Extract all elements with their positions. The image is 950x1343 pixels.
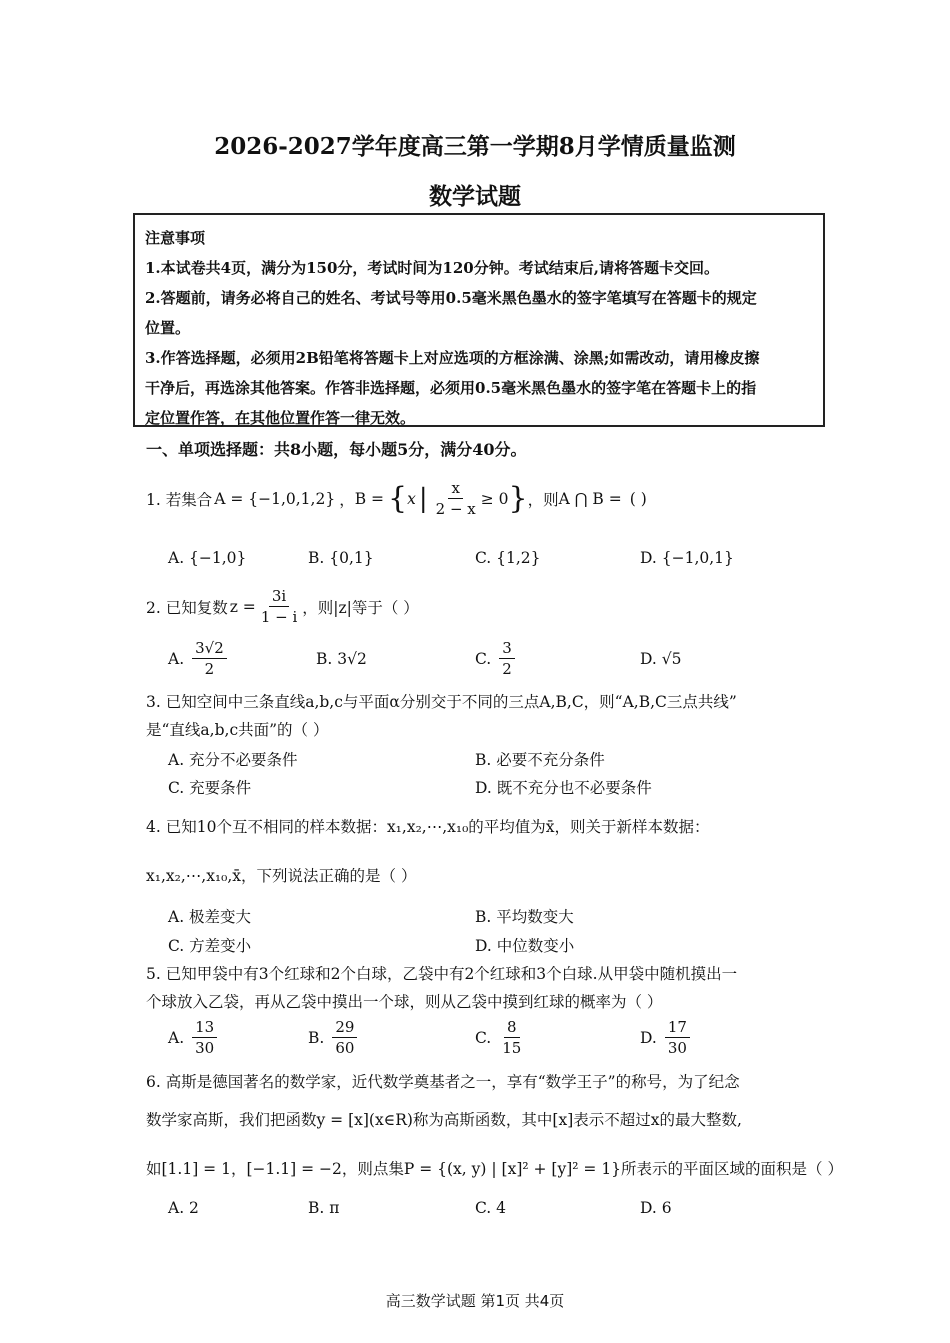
- notice-item-2a: 2.答题前，请务必将自己的姓名、考试号等用0.5毫米黑色墨水的签字笔填写在答题卡的规定: [145, 289, 757, 307]
- q1-set-b-lhs: B =: [354, 489, 385, 508]
- notice-item-3a: 3.作答选择题，必须用2B铅笔将答题卡上对应选项的方框涂满、涂黑;如需改动，请用橡皮擦: [145, 349, 760, 367]
- q1-option-a[interactable]: A. {−1,0}: [168, 549, 247, 567]
- q3-option-a[interactable]: A. 充分不必要条件: [168, 751, 298, 769]
- q3-option-d[interactable]: D. 既不充分也不必要条件: [475, 779, 652, 797]
- q5-option-c-fraction: [499, 1017, 524, 1058]
- q6-option-c[interactable]: C. 4: [475, 1199, 507, 1217]
- q5-option-a[interactable]: [168, 1017, 219, 1058]
- q5-option-a-label: A.: [168, 1028, 185, 1047]
- q1-answer-paren: ( ): [629, 489, 647, 508]
- question-1-stem: 1. 若集合 A = {−1,0,1,2} ， B = { x | $\frac{x}{2 - x}$ ≥ 0 } ，则 A ⋂ B = ( ): [146, 479, 647, 518]
- q5-option-b-num: 29: [332, 1017, 357, 1038]
- q5-option-a-den: 30: [195, 1039, 215, 1057]
- q2-option-d[interactable]: D. √5: [640, 650, 682, 668]
- q6-option-b[interactable]: B. π: [308, 1199, 340, 1217]
- q4-option-c[interactable]: C. 方差变小: [168, 937, 252, 955]
- q6-stem-line2: 数学家高斯，我们把函数y = [x](x∈R)称为高斯函数，其中[x]表示不超过x的最大整数,: [146, 1111, 742, 1129]
- q5-option-d-num: 17: [665, 1017, 690, 1038]
- q1-stem-a: 1. 若集合: [146, 490, 213, 509]
- q2-stem-b: ，则|z|等于（ ）: [302, 598, 419, 617]
- q4-option-a[interactable]: A. 极差变大: [168, 908, 252, 926]
- q4-stem-line2: x₁,x₂,⋯,x₁₀,x̄，下列说法正确的是（ ）: [146, 867, 417, 885]
- q2-option-c-num: 3: [499, 638, 515, 659]
- q5-stem-line2: 个球放入乙袋，再从乙袋中摸出一个球，则从乙袋中摸到红球的概率为（ ）: [146, 993, 663, 1011]
- q5-option-c-label: C.: [475, 1028, 492, 1047]
- q1-expr: A ⋂ B =: [558, 489, 622, 508]
- notice-box: [133, 213, 825, 427]
- section-heading: 一、单项选择题：共8小题，每小题5分，满分40分。: [146, 440, 527, 459]
- notice-item-3c: 定位置作答，在其他位置作答一律无效。: [145, 409, 416, 427]
- q4-stem-line1: 4. 已知10个互不相同的样本数据：x₁,x₂,⋯,x₁₀的平均值为x̄，则关于新样本数据：: [146, 818, 710, 836]
- q2-option-c-label: C.: [475, 649, 492, 668]
- q2-stem-a: 2. 已知复数: [146, 598, 228, 617]
- q5-option-d-den: 30: [667, 1039, 687, 1057]
- notice-item-3b: 干净后，再选涂其他答案。作答非选择题，必须用0.5毫米黑色墨水的签字笔在答题卡上的指: [145, 379, 757, 397]
- q2-fraction: [258, 586, 300, 627]
- q5-option-a-fraction: [192, 1017, 217, 1058]
- q2-option-c[interactable]: [475, 638, 517, 679]
- q5-option-d-label: D.: [640, 1028, 657, 1047]
- notice-item-2b: 位置。: [145, 319, 191, 337]
- q2-option-b[interactable]: B. 3√2: [316, 650, 367, 668]
- q3-stem-line1: 3. 已知空间中三条直线a,b,c与平面α分别交于不同的三点A,B,C，则“A,B,C三点共线”: [146, 693, 737, 711]
- notice-heading: 注意事项: [145, 229, 206, 247]
- notice-item-1: 1.本试卷共4页，满分为150分，考试时间为120分钟。考试结束后,请将答题卡交回。: [145, 259, 719, 277]
- q1-option-c[interactable]: C. {1,2}: [475, 549, 541, 567]
- q2-option-a[interactable]: [168, 638, 229, 679]
- exam-title: 2026-2027学年度高三第一学期8月学情质量监测: [214, 133, 736, 160]
- q5-option-c[interactable]: [475, 1017, 526, 1058]
- page-footer: 高三数学试题 第1页 共4页: [385, 1292, 565, 1310]
- q1-option-b[interactable]: B. {0,1}: [308, 549, 374, 567]
- q4-option-d[interactable]: D. 中位数变小: [475, 937, 575, 955]
- q1-set-a: A = {−1,0,1,2}: [214, 489, 336, 508]
- q5-option-b[interactable]: [308, 1017, 359, 1058]
- q5-option-c-den: 15: [502, 1039, 522, 1057]
- q2-option-a-den: 2: [204, 660, 215, 678]
- q3-stem-line2: 是“直线a,b,c共面”的（ ）: [146, 721, 329, 739]
- q5-option-d-fraction: [665, 1017, 690, 1058]
- q6-option-d[interactable]: D. 6: [640, 1199, 672, 1217]
- q2-frac-num: 3i: [269, 586, 289, 607]
- q1-fraction: [433, 478, 479, 519]
- q6-stem-line1: 6. 高斯是德国著名的数学家，近代数学奠基者之一，享有“数学王子”的称号，为了纪念: [146, 1073, 740, 1091]
- q2-option-c-fraction: [499, 638, 515, 679]
- q5-option-d[interactable]: [640, 1017, 692, 1058]
- exam-subject-title: 数学试题: [429, 183, 521, 210]
- q1-stem-b: ，则: [527, 490, 559, 509]
- q2-option-c-den: 2: [502, 660, 512, 678]
- q1-frac-num: x: [448, 478, 462, 499]
- q5-option-c-num: 8: [504, 1017, 520, 1038]
- q3-option-b[interactable]: B. 必要不充分条件: [475, 751, 605, 769]
- q3-option-c[interactable]: C. 充要条件: [168, 779, 252, 797]
- q2-option-a-label: A.: [168, 649, 185, 668]
- q4-option-b[interactable]: B. 平均数变大: [475, 908, 574, 926]
- q5-option-b-label: B.: [308, 1028, 325, 1047]
- q1-frac-den: 2 − x: [435, 500, 476, 518]
- q2-frac-den: 1 − i: [260, 608, 298, 626]
- q5-option-b-den: 60: [335, 1039, 355, 1057]
- q1-set-b-rest: ≥ 0: [480, 489, 509, 508]
- q5-stem-line1: 5. 已知甲袋中有3个红球和2个白球，乙袋中有2个红球和3个白球.从甲袋中随机摸出一: [146, 965, 738, 983]
- q5-option-a-num: 13: [192, 1017, 217, 1038]
- q5-option-b-fraction: [332, 1017, 357, 1058]
- q6-option-a[interactable]: A. 2: [168, 1199, 199, 1217]
- q2-z-eq: z =: [229, 597, 256, 616]
- q2-option-a-num: 3√2: [192, 638, 227, 659]
- q6-stem-line3: 如[1.1] = 1，[−1.1] = −2，则点集P = {(x, y) | [x]² + [y]² = 1}所表示的平面区域的面积是（ ）: [146, 1160, 843, 1178]
- q2-option-a-fraction: [192, 638, 227, 679]
- q1-option-d[interactable]: D. {−1,0,1}: [640, 549, 734, 567]
- question-2-stem: [146, 586, 419, 627]
